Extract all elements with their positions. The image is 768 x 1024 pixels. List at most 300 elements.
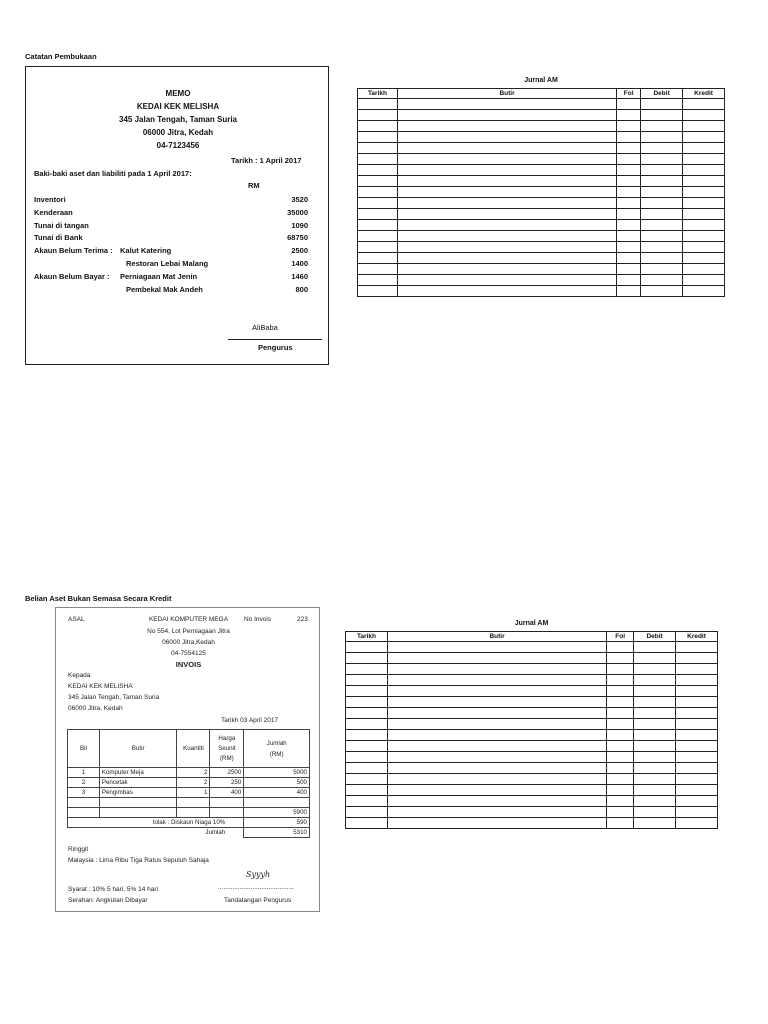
journal1-header-debit: Debit [641,89,683,99]
jumlah-line1: Jumlah [266,739,287,747]
journal-cell[interactable] [387,697,606,708]
journal2-header-tarikh: Tarikh [346,632,388,642]
journal-cell[interactable] [634,664,676,675]
journal-cell[interactable] [358,275,398,286]
invoice-asal: ASAL [68,616,85,623]
journal-cell[interactable] [358,99,398,110]
jumlah-line2: (RM) [269,750,284,758]
journal-cell[interactable] [683,110,725,121]
item-harga: 2500 [210,768,244,778]
journal-cell[interactable] [634,708,676,719]
journal-cell[interactable] [641,99,683,110]
discount-value: 590 [244,818,310,828]
items-header-jumlah [244,730,310,768]
journal-cell[interactable] [617,121,641,132]
journal-cell[interactable] [617,143,641,154]
memo-row-value: 35000 [287,207,308,217]
journal-cell[interactable] [358,209,398,220]
journal-cell[interactable] [683,286,725,297]
journal-cell[interactable] [607,818,634,829]
journal-cell[interactable] [358,264,398,275]
item-kuantiti: 1 [177,788,210,798]
journal-cell[interactable] [397,110,616,121]
memo-date: Tarikh : 1 April 2017 [231,156,302,165]
journal-cell[interactable] [683,187,725,198]
item-jumlah: 500 [244,778,310,788]
journal-cell[interactable] [346,697,388,708]
journal-cell[interactable] [641,264,683,275]
empty-cell [177,808,210,818]
journal-row [346,697,718,708]
journal2-header-kredit: Kredit [676,632,718,642]
journal-row [358,198,725,209]
journal-row [358,220,725,231]
journal-cell[interactable] [641,242,683,253]
journal-cell[interactable] [676,708,718,719]
journal-row [358,143,725,154]
syarat: Syarat : 10% 5 hari, 5% 14 hari [68,886,158,893]
journal-cell[interactable] [346,741,388,752]
memo-row-value: 1400 [291,259,308,268]
memo-row-value: 800 [295,284,308,294]
journal-cell[interactable] [607,730,634,741]
journal-cell[interactable] [676,697,718,708]
journal-row [346,774,718,785]
journal-cell[interactable] [387,785,606,796]
journal-cell[interactable] [634,774,676,785]
items-header-bil: Bil [68,730,100,768]
journal-cell[interactable] [358,253,398,264]
journal-cell[interactable] [397,176,616,187]
empty-cell [210,798,244,808]
serahan: Serahan: Angkutan Dibayar [68,897,148,904]
journal-cell[interactable] [641,209,683,220]
memo-row-label: Akaun Belum Terima : [34,246,113,256]
journal-cell[interactable] [387,675,606,686]
journal-cell[interactable] [617,220,641,231]
journal-cell[interactable] [683,220,725,231]
journal-cell[interactable] [634,686,676,697]
journal-cell[interactable] [683,176,725,187]
journal1-header-butir: Butir [397,89,616,99]
items-header-butir: Butir [99,730,177,768]
journal-cell[interactable] [358,154,398,165]
journal-cell[interactable] [617,110,641,121]
memo-row-label: Akaun Belum Bayar : [34,271,110,281]
journal-cell[interactable] [346,818,388,829]
journal-cell[interactable] [676,741,718,752]
journal-cell[interactable] [634,653,676,664]
journal-cell[interactable] [607,719,634,730]
memo-row-value: 3520 [291,195,308,204]
journal-cell[interactable] [676,664,718,675]
journal-cell[interactable] [397,253,616,264]
journal-cell[interactable] [387,653,606,664]
journal-cell[interactable] [358,143,398,154]
journal-cell[interactable] [397,220,616,231]
journal-cell[interactable] [397,187,616,198]
journal-cell[interactable] [676,653,718,664]
memo-company: KEDAI KEK MELISHA [136,102,220,111]
invoice [55,607,320,912]
invoice-items-table [67,729,310,838]
journal-cell[interactable] [607,708,634,719]
journal-cell[interactable] [397,231,616,242]
journal-cell[interactable] [607,807,634,818]
signature-scribble: Syyyh [246,870,271,879]
journal-row [358,231,725,242]
items-header-kuantiti: Kuantiti [177,730,210,768]
item-jumlah: 5000 [244,768,310,778]
journal-row [358,209,725,220]
journal-cell[interactable] [641,187,683,198]
discount-label: tolak : Diskaun Niaga 10% [68,818,244,828]
invoice-phone: 04-7554125 [171,650,206,657]
journal-cell[interactable] [346,807,388,818]
journal-row [346,807,718,818]
journal-row [358,154,725,165]
journal1-header-tarikh: Tarikh [358,89,398,99]
journal-row [346,653,718,664]
journal-row [346,741,718,752]
journal-cell[interactable] [346,730,388,741]
memo-signer: Pengurus [258,343,293,352]
journal-cell[interactable] [346,686,388,697]
journal-cell[interactable] [683,209,725,220]
journal-cell[interactable] [617,253,641,264]
invoice-address2: 06000 Jitra,Kedah [162,639,215,646]
memo [25,66,329,365]
journal-cell[interactable] [617,275,641,286]
journal-row [358,264,725,275]
memo-row-label: Kenderaan [34,207,73,217]
invoice-date: Tarikh 03 April 2017 [221,717,279,724]
journal-cell[interactable] [641,231,683,242]
journal-cell[interactable] [346,642,388,653]
journal-row [346,686,718,697]
section1-title: Catatan Pembukaan [25,52,97,61]
memo-row-sublabel: Kalut Katering [120,246,172,256]
journal-cell[interactable] [683,264,725,275]
journal-cell[interactable] [641,110,683,121]
ringgit-text: Malaysia : Lima Ribu Tiga Ratus Sepuluh Sahaja [68,857,209,864]
journal-cell[interactable] [676,774,718,785]
empty-cell [68,798,100,808]
invoice-no-value: 223 [297,616,308,623]
signature-line [228,339,322,340]
journal-cell[interactable] [617,187,641,198]
journal-cell[interactable] [634,741,676,752]
item-kuantiti: 2 [177,778,210,788]
journal-cell[interactable] [397,209,616,220]
journal-row [346,708,718,719]
journal-row [358,275,725,286]
harga-line1: Harga [218,734,236,742]
journal-cell[interactable] [634,719,676,730]
journal-cell[interactable] [683,198,725,209]
journal-cell[interactable] [387,719,606,730]
journal-cell[interactable] [607,774,634,785]
journal-cell[interactable] [683,132,725,143]
memo-row-value: 1460 [291,271,308,281]
item-bil: 1 [68,768,100,778]
journal1-table [357,88,725,297]
journal-cell[interactable] [634,697,676,708]
journal-cell[interactable] [617,176,641,187]
item-harga: 400 [210,788,244,798]
memo-row-label: Inventori [34,195,66,204]
total-value: 5310 [244,828,310,838]
journal-cell[interactable] [358,286,398,297]
journal-cell[interactable] [346,664,388,675]
journal-cell[interactable] [641,286,683,297]
item-butir: Pencetak [99,778,177,788]
journal-cell[interactable] [358,121,398,132]
empty-cell [99,798,177,808]
invoice-address1: No 554, Lot Perniagaan Jitra [147,628,230,635]
journal-cell[interactable] [387,752,606,763]
journal-cell[interactable] [641,275,683,286]
memo-row-value: 68750 [287,233,308,243]
journal-cell[interactable] [397,286,616,297]
journal-row [346,763,718,774]
journal2-title: Jurnal AM [514,620,549,627]
journal-cell[interactable] [607,653,634,664]
journal-cell[interactable] [397,121,616,132]
journal-cell[interactable] [617,154,641,165]
journal-cell[interactable] [641,154,683,165]
journal-cell[interactable] [607,785,634,796]
journal-row [358,165,725,176]
journal-cell[interactable] [607,664,634,675]
signature-dots: .......................................... [218,884,294,891]
empty-cell [210,808,244,818]
journal-cell[interactable] [397,143,616,154]
journal-cell[interactable] [397,132,616,143]
signature-label: Tandatangan Pengurus [224,897,292,904]
journal-cell[interactable] [346,719,388,730]
journal-cell[interactable] [617,286,641,297]
journal-cell[interactable] [607,763,634,774]
journal-cell[interactable] [676,785,718,796]
journal1-header-fol: Fol [617,89,641,99]
journal-cell[interactable] [607,741,634,752]
journal-cell[interactable] [676,763,718,774]
journal-cell[interactable] [641,165,683,176]
invoice-no-label: No Invois [244,616,272,623]
journal-row [358,110,725,121]
journal-row [346,785,718,796]
journal-cell[interactable] [358,110,398,121]
journal-cell[interactable] [641,198,683,209]
memo-signature: AliBaba [252,323,278,332]
journal-cell[interactable] [634,730,676,741]
journal-cell[interactable] [634,796,676,807]
item-butir: Komputer Meja [99,768,177,778]
memo-address1: 345 Jalan Tengah, Taman Suria [119,115,237,124]
harga-line3: (RM) [219,754,234,762]
journal-cell[interactable] [346,774,388,785]
journal-row [358,176,725,187]
journal-cell[interactable] [683,99,725,110]
invoice-company: KEDAI KOMPUTER MEGA [148,616,229,623]
journal-cell[interactable] [641,176,683,187]
journal-cell[interactable] [346,763,388,774]
journal-cell[interactable] [387,686,606,697]
journal-cell[interactable] [683,165,725,176]
journal-cell[interactable] [397,165,616,176]
journal-cell[interactable] [634,763,676,774]
journal-cell[interactable] [358,132,398,143]
empty-cell [68,808,100,818]
ringgit-label: Ringgit [68,846,89,853]
journal-cell[interactable] [683,242,725,253]
journal-row [346,730,718,741]
journal-cell[interactable] [607,752,634,763]
journal-cell[interactable] [641,253,683,264]
journal-row [358,99,725,110]
journal-row [346,818,718,829]
journal-cell[interactable] [397,275,616,286]
memo-intro: Baki-baki aset dan liabiliti pada 1 April 2017: [34,169,192,178]
empty-cell [99,808,177,818]
journal-cell[interactable] [387,708,606,719]
journal-cell[interactable] [358,231,398,242]
journal-cell[interactable] [358,220,398,231]
journal-cell[interactable] [683,143,725,154]
journal-row [358,121,725,132]
journal-cell[interactable] [676,807,718,818]
item-harga: 250 [210,778,244,788]
journal-cell[interactable] [387,730,606,741]
journal-cell[interactable] [387,741,606,752]
journal-cell[interactable] [346,752,388,763]
journal-cell[interactable] [358,176,398,187]
journal-cell[interactable] [346,708,388,719]
journal-cell[interactable] [397,99,616,110]
journal-cell[interactable] [387,763,606,774]
journal-cell[interactable] [641,220,683,231]
journal-row [346,752,718,763]
journal-row [358,187,725,198]
journal-cell[interactable] [634,818,676,829]
journal-row [346,642,718,653]
journal-cell[interactable] [346,785,388,796]
journal-cell[interactable] [634,785,676,796]
journal-row [358,286,725,297]
harga-line2: Seunit [218,744,236,752]
journal-cell[interactable] [676,675,718,686]
journal-cell[interactable] [607,675,634,686]
journal-cell[interactable] [634,675,676,686]
item-bil: 2 [68,778,100,788]
memo-row-value: 1090 [291,220,308,230]
journal-cell[interactable] [607,642,634,653]
invoice-to-addr2: 06000 Jitra, Kedah [68,705,123,712]
journal-cell[interactable] [634,807,676,818]
journal-cell[interactable] [641,132,683,143]
memo-row-label: Tunai di tangan [34,220,89,230]
journal-row [346,664,718,675]
journal-row [358,132,725,143]
journal-cell[interactable] [387,774,606,785]
journal-cell[interactable] [358,165,398,176]
journal-cell[interactable] [358,242,398,253]
journal-cell[interactable] [387,664,606,675]
journal-cell[interactable] [683,231,725,242]
journal-cell[interactable] [683,121,725,132]
journal-cell[interactable] [617,231,641,242]
journal-cell[interactable] [397,242,616,253]
journal-row [358,253,725,264]
journal-cell[interactable] [346,653,388,664]
journal2-header-butir: Butir [387,632,606,642]
journal-cell[interactable] [358,187,398,198]
memo-row-sublabel: Restoran Lebai Malang [126,259,209,268]
memo-phone: 04-7123456 [156,141,200,150]
journal-cell[interactable] [617,99,641,110]
journal-row [346,719,718,730]
journal-cell[interactable] [387,796,606,807]
journal-cell[interactable] [676,642,718,653]
journal-cell[interactable] [641,121,683,132]
journal-cell[interactable] [346,675,388,686]
journal-cell[interactable] [617,242,641,253]
journal-cell[interactable] [397,198,616,209]
memo-address2: 06000 Jitra, Kedah [142,128,214,137]
journal-cell[interactable] [387,807,606,818]
journal-cell[interactable] [387,818,606,829]
journal-cell[interactable] [676,752,718,763]
item-kuantiti: 2 [177,768,210,778]
journal-cell[interactable] [346,796,388,807]
invoice-heading: INVOIS [175,660,202,669]
journal-cell[interactable] [617,264,641,275]
journal-cell[interactable] [607,697,634,708]
journal-cell[interactable] [617,132,641,143]
journal-cell[interactable] [683,275,725,286]
journal-cell[interactable] [634,642,676,653]
journal-cell[interactable] [397,154,616,165]
journal-cell[interactable] [676,818,718,829]
journal-row [358,242,725,253]
journal-cell[interactable] [676,730,718,741]
journal-cell[interactable] [676,796,718,807]
journal-cell[interactable] [617,165,641,176]
journal-row [346,675,718,686]
journal-row [346,796,718,807]
journal1-title: Jurnal AM [524,77,558,84]
journal-cell[interactable] [676,686,718,697]
journal-cell[interactable] [607,686,634,697]
journal-cell[interactable] [676,719,718,730]
item-jumlah: 400 [244,788,310,798]
journal-cell[interactable] [387,642,606,653]
journal-cell[interactable] [617,209,641,220]
invoice-to-addr1: 345 Jalan Tengah, Taman Suria [68,694,160,701]
journal-cell[interactable] [683,253,725,264]
journal-cell[interactable] [641,143,683,154]
journal-cell[interactable] [358,198,398,209]
journal2-header-fol: Fol [607,632,634,642]
items-header-harga [210,730,244,768]
memo-row-value: 2500 [291,246,308,256]
journal-cell[interactable] [397,264,616,275]
journal-cell[interactable] [683,154,725,165]
journal-cell[interactable] [607,796,634,807]
journal-cell[interactable] [634,752,676,763]
journal-cell[interactable] [617,198,641,209]
